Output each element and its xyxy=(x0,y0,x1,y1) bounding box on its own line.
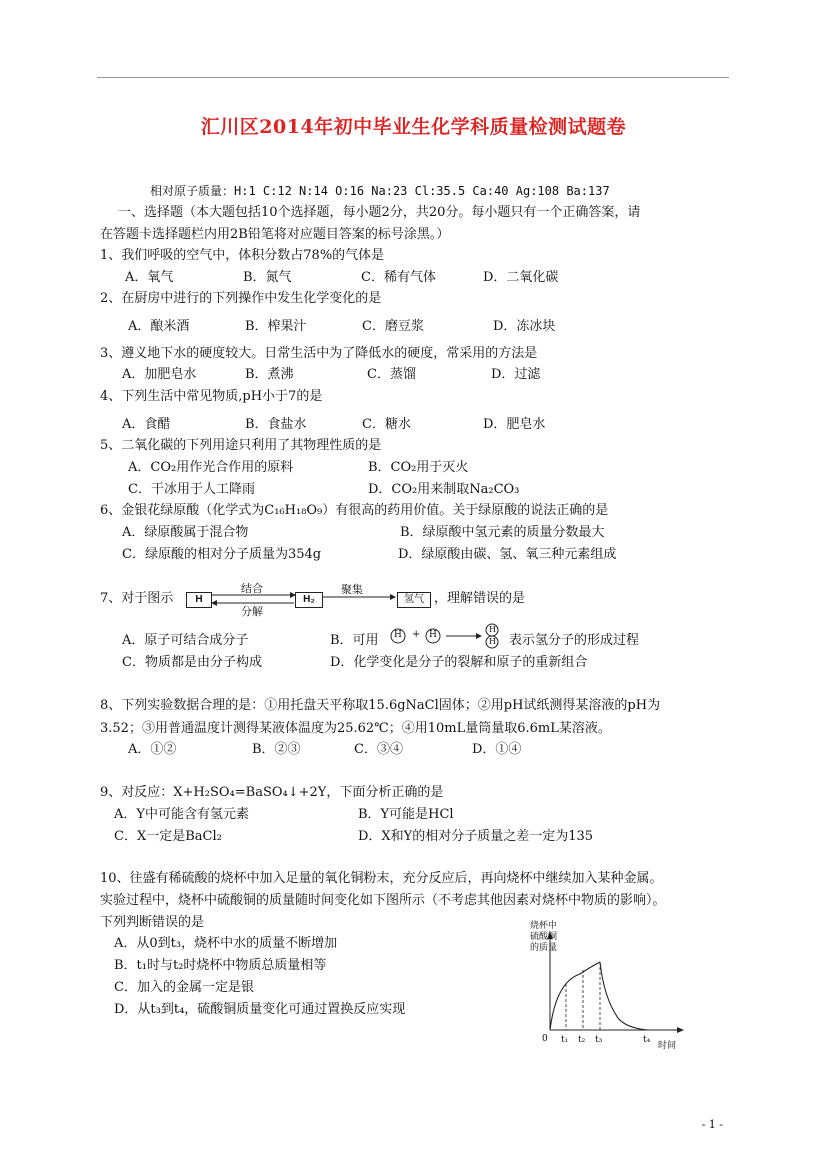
q4-stem: 4、下列生活中常见物质,pH小于7的是 xyxy=(100,389,323,404)
q7-box-h: H xyxy=(186,592,212,608)
q10-option-b: B．t₁时与t₂时烧杯中物质总质量相等 xyxy=(114,958,327,973)
q10-line3: 下列判断错误的是 xyxy=(100,915,205,930)
q7-label-combine: 结合 xyxy=(241,582,263,595)
q7-box-h2: H₂ xyxy=(295,592,323,608)
q2-option-d: D．冻冰块 xyxy=(493,319,556,334)
graph-tick-t4: t₄ xyxy=(643,1035,651,1045)
q7-option-a: A．原子可结合成分子 xyxy=(122,633,249,648)
q10-graph xyxy=(530,922,700,1062)
q6-option-c: C．绿原酸的相对分子质量为354g xyxy=(122,547,322,562)
q8-option-d: D．①④ xyxy=(472,742,522,757)
atom-h-4: H xyxy=(489,637,496,646)
q10-line1: 10、往盛有稀硫酸的烧杯中加入足量的氧化铜粉末，充分反应后，再向烧杯中继续加入某种金属。 xyxy=(100,871,663,886)
q2-option-a: A．酿米酒 xyxy=(128,319,190,334)
q9-option-a: A．Y中可能含有氢元素 xyxy=(114,807,249,822)
q7-option-c: C．物质都是由分子构成 xyxy=(122,655,262,670)
q1-option-c: C．稀有气体 xyxy=(361,270,436,285)
q4-option-a: A．食醋 xyxy=(122,417,171,432)
graph-ylabel-3: 的质量 xyxy=(530,943,558,953)
q3-option-c: C．蒸馏 xyxy=(367,367,416,382)
q6-option-d: D．绿原酸由碳、氢、氧三种元素组成 xyxy=(398,547,617,562)
q10-line2: 实验过程中，烧杯中硫酸铜的质量随时间变化如下图所示（不考虑其他因素对烧杯中物质的影响）。 xyxy=(100,893,666,908)
q8-option-a: A．①② xyxy=(128,742,177,757)
q5-option-d: D．CO₂用来制取Na₂CO₃ xyxy=(368,482,520,497)
q7-diagram xyxy=(183,582,433,618)
q7-option-b-post: 表示氢分子的形成过程 xyxy=(509,633,640,648)
graph-ylabel-2: 硫酸铜 xyxy=(530,932,558,942)
q5-option-a: A．CO₂用作光合作用的原料 xyxy=(128,460,294,475)
q4-option-d: D．肥皂水 xyxy=(483,417,546,432)
q9-option-d: D．X和Y的相对分子质量之差一定为135 xyxy=(358,829,594,844)
q7-stem-post: ，理解错误的是 xyxy=(434,591,526,606)
atom-h-1: H xyxy=(394,630,402,640)
q9-stem: 9、对反应：X+H₂SO₄=BaSO₄↓+2Y，下面分析正确的是 xyxy=(100,785,444,800)
q7-option-b-diagram xyxy=(388,622,508,656)
q9-option-c: C．X一定是BaCl₂ xyxy=(114,829,222,844)
q7-option-d: D．化学变化是分子的裂解和原子的重新组合 xyxy=(330,655,588,670)
q7-box-hydrogen-gas: 氢气 xyxy=(397,592,431,608)
q10-option-a: A．从0到t₃，烧杯中水的质量不断增加 xyxy=(114,936,338,951)
q1-option-d: D．二氧化碳 xyxy=(483,270,559,285)
graph-origin: 0 xyxy=(542,1034,548,1044)
q7-label-decompose: 分解 xyxy=(241,605,263,618)
q2-option-b: B．榨果汁 xyxy=(245,319,307,334)
q8-line2: 3.52；③用普通温度计测得某液体温度为25.62℃；④用10mL量筒量取6.6mL某溶液。 xyxy=(100,721,611,736)
q6-option-b: B．绿原酸中氢元素的质量分数最大 xyxy=(400,525,605,540)
q3-option-a: A．加肥皂水 xyxy=(122,367,197,382)
q8-option-c: C．③④ xyxy=(354,742,403,757)
q7-option-b-pre: B．可用 xyxy=(330,633,379,648)
q4-option-b: B．食盐水 xyxy=(245,417,307,432)
q3-option-b: B．煮沸 xyxy=(245,367,294,382)
q6-stem: 6、金银花绿原酸（化学式为C₁₆H₁₈O₉）有很高的药用价值。关于绿原酸的说法正确的是 xyxy=(100,503,609,518)
q9-option-b: B．Y可能是HCl xyxy=(358,807,454,822)
q4-option-c: C．糖水 xyxy=(362,417,411,432)
q6-option-a: A．绿原酸属于混合物 xyxy=(122,525,249,540)
q8-line1: 8、下列实验数据合理的是：①用托盘天平称取15.6gNaCl固体；②用pH试纸测得某溶液的pH为 xyxy=(100,698,661,713)
graph-xlabel: 时间 xyxy=(658,1041,677,1051)
atom-h-2: H xyxy=(429,630,437,640)
q2-stem: 2、在厨房中进行的下列操作中发生化学变化的是 xyxy=(100,291,382,306)
graph-tick-t3: t₃ xyxy=(595,1035,603,1045)
q2-option-c: C．磨豆浆 xyxy=(362,319,424,334)
page-title: 汇川区2014年初中毕业生化学科质量检测试题卷 xyxy=(200,116,627,138)
q5-option-c: C．干冰用于人工降雨 xyxy=(128,482,255,497)
plus-sign: + xyxy=(412,629,421,640)
header-rule xyxy=(97,77,729,78)
atomic-masses: 相对原子质量：H:1 C:12 N:14 O:16 Na:23 Cl:35.5 Ca:40 Ag:108 Ba:137 xyxy=(150,184,610,198)
q7-label-gather: 聚集 xyxy=(341,583,363,596)
q5-stem: 5、二氧化碳的下列用途只利用了其物理性质的是 xyxy=(100,438,382,453)
q1-stem: 1、我们呼吸的空气中，体积分数占78%的气体是 xyxy=(100,248,385,263)
atom-h-3: H xyxy=(489,625,496,634)
q1-option-a: A．氧气 xyxy=(125,270,174,285)
section1-line2: 在答题卡选择题栏内用2B铅笔将对应题目答案的标号涂黑。） xyxy=(100,227,450,242)
q8-option-b: B．②③ xyxy=(252,742,301,757)
q3-stem: 3、遵义地下水的硬度较大。日常生活中为了降低水的硬度，常采用的方法是 xyxy=(100,346,538,361)
graph-tick-t2: t₂ xyxy=(578,1035,586,1045)
q10-option-d: D．从t₃到t₄，硫酸铜质量变化可通过置换反应实现 xyxy=(114,1002,406,1017)
graph-ylabel-1: 烧杯中 xyxy=(530,921,558,931)
page-number: - 1 - xyxy=(701,1118,723,1131)
q1-option-b: B．氮气 xyxy=(243,270,292,285)
q3-option-d: D．过滤 xyxy=(491,367,541,382)
graph-tick-t1: t₁ xyxy=(561,1035,569,1045)
q7-stem-pre: 7、对于图示 xyxy=(100,591,174,606)
section1-line1: 一、选择题（本大题包括10个选择题，每小题2分，共20分。每小题只有一个正确答案，请 xyxy=(118,205,641,220)
q5-option-b: B．CO₂用于灭火 xyxy=(368,460,469,475)
q10-option-c: C．加入的金属一定是银 xyxy=(114,980,254,995)
